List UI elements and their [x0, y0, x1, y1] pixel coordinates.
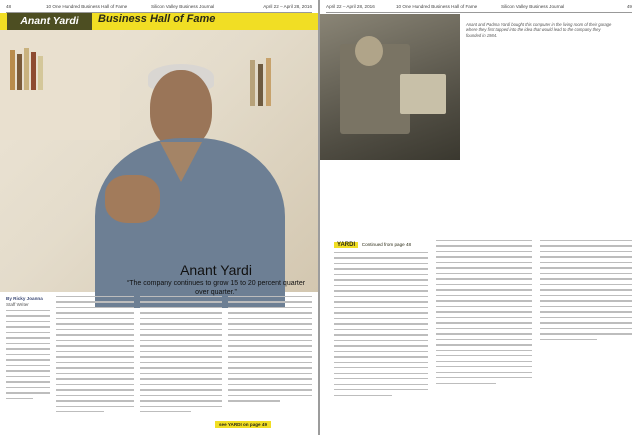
publication-title: 10 One Hundred Business Hall of Fame [46, 4, 128, 9]
photo-caption: Anant and Padma Yardi bought this computer in the living room of their garage where they first tapped into the idea that would lead to the company they founded in 1984. [466, 22, 612, 38]
book [24, 48, 29, 90]
body-column-3 [140, 296, 222, 417]
body-column-5 [334, 252, 428, 400]
book [258, 64, 263, 106]
issue-date: April 22 – April 28, 2016 [263, 4, 312, 9]
book [38, 56, 43, 90]
text-lines [140, 296, 222, 412]
book [31, 52, 36, 90]
paper-name: Silicon Valley Business Journal [151, 4, 215, 9]
byline [6, 296, 50, 307]
paper-name: Silicon Valley Business Journal [501, 4, 565, 9]
left-page [0, 0, 318, 435]
banner-kicker: Anant Yardi [7, 13, 92, 30]
continued-kicker [334, 240, 411, 249]
page-number: 49 [626, 4, 632, 9]
left-folio [6, 3, 312, 13]
headline-name: Anant Yardi [180, 262, 252, 278]
right-page [320, 0, 638, 435]
text-lines [228, 296, 312, 402]
subject-hand [105, 175, 160, 223]
issue-date: April 22 – April 28, 2016 [326, 4, 375, 9]
publication-title: 10 One Hundred Business Hall of Fame [396, 4, 478, 9]
text-lines [334, 252, 428, 396]
body-column-6 [436, 240, 532, 388]
vintage-photo [320, 14, 460, 160]
book [266, 58, 271, 106]
continued-kicker-label: YARDI [334, 242, 358, 248]
photo-computer [400, 74, 446, 114]
section-banner [0, 13, 318, 30]
text-lines [436, 240, 532, 384]
body-column-4 [228, 296, 312, 406]
book [10, 50, 15, 90]
banner-section-title: Business Hall of Fame [98, 13, 216, 25]
right-folio [326, 3, 632, 13]
article-headline [120, 262, 312, 297]
byline-role: Staff Writer [6, 301, 29, 307]
photo-subject-head [355, 36, 383, 66]
book [17, 54, 22, 90]
subject-face [150, 70, 212, 148]
headline-quote: “The company continues to grow 15 to 20 percent quarter over quarter.” [126, 280, 306, 296]
text-lines [540, 240, 632, 340]
byline-author: By Ricky Joanna [6, 296, 43, 301]
text-lines [6, 310, 50, 399]
continued-reference[interactable]: see YARDI on page 49 [215, 421, 271, 428]
text-lines [56, 296, 134, 412]
continued-kicker-text: Continued from page 48 [361, 242, 412, 247]
body-column-7 [540, 240, 632, 344]
body-column-1 [6, 310, 50, 403]
book [250, 60, 255, 106]
page-number: 48 [6, 4, 12, 9]
body-column-2 [56, 296, 134, 417]
portrait-photo [0, 30, 318, 296]
